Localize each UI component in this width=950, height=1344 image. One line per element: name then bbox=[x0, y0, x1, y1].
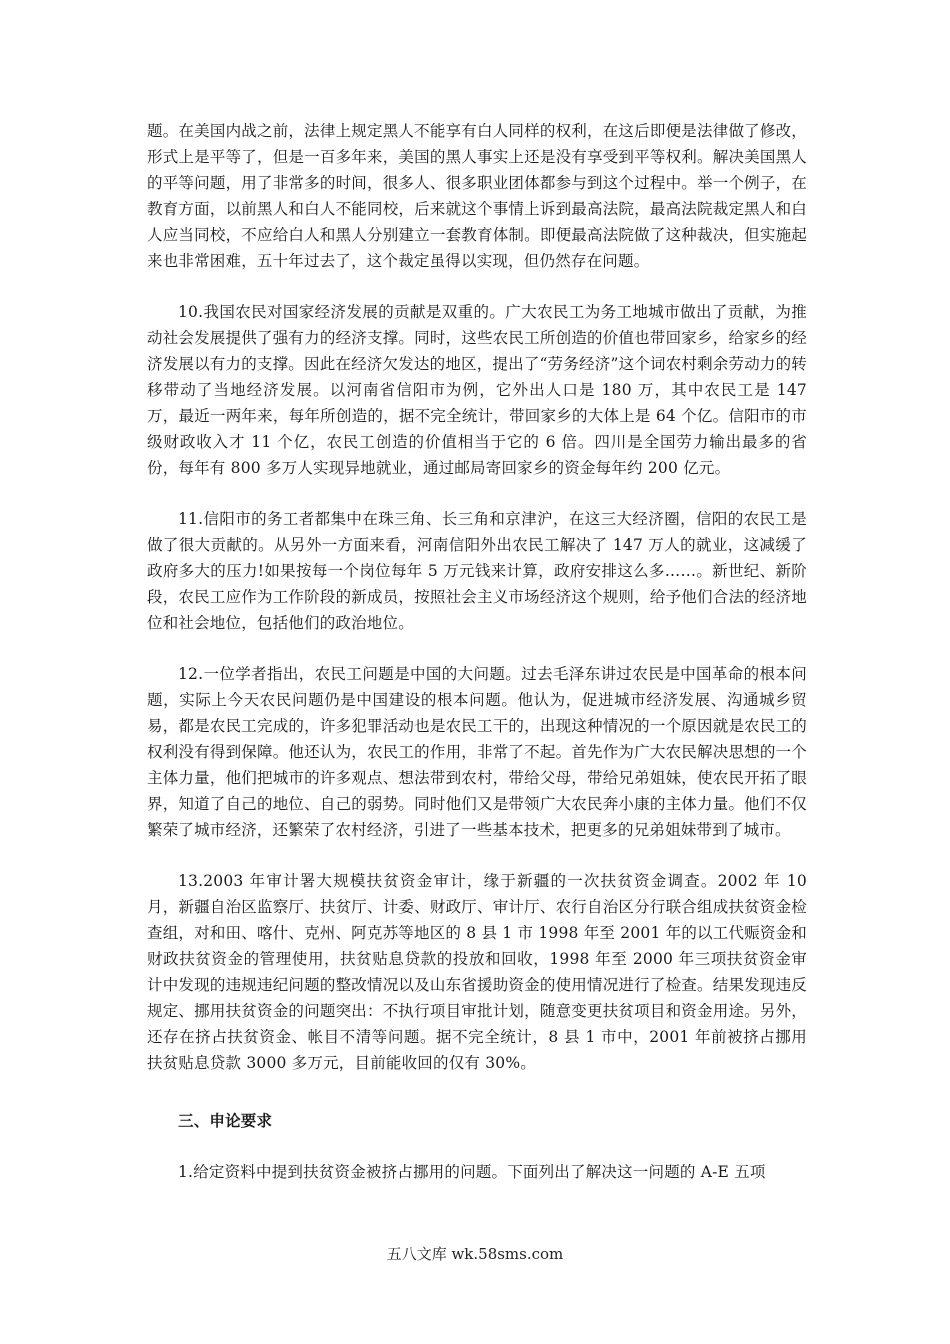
paragraph-12: 12.一位学者指出，农民工问题是中国的大问题。过去毛泽东讲过农民是中国革命的根本问题，实际上今天农民问题仍是中国建设的根本问题。他认为，促进城市经济发展、沟通城乡贸易，都是农民工完成的，许多犯罪活动也是农民工干的，出现这种情况的一个原因就是农民工的权利没有得到保障。他还认为，农民工的作用，非常了不起。首先作为广大农民解决思想的一个主体力量，他们把城市的许多观点、想法带到农村，带给父母，带给兄弟姐妹，使农民开拓了眼界，知道了自己的地位、自己的弱势。同时他们又是带领广大农民奔小康的主体力量。他们不仅繁荣了城市经济，还繁荣了农村经济，引进了一些基本技术，把更多的兄弟姐妹带到了城市。 bbox=[147, 665, 807, 839]
paragraph-10: 10.我国农民对国家经济发展的贡献是双重的。广大农民工为务工地城市做出了贡献，为推动社会发展提供了强有力的经济支撑。同时，这些农民工所创造的价值也带回家乡，给家乡的经济发展以有力的支撑。因此在经济欠发达的地区，提出了“劳务经济”这个词农村剩余劳动力的转移带动了当地经济发展。以河南省信阳市为例，它外出人口是 180 万，其中农民工是 147 万，最近一两年来，每年所创造的，据不完全统计，带回家乡的大体上是 64 个亿。信阳市的市级财政收入才 11 个亿，农民工创造的价值相当于它的 6 倍。四川是全国劳力输出最多的省份，每年有 800 多万人实现异地就业，通过邮局寄回家乡的资金每年约 200 亿元。 bbox=[147, 303, 807, 477]
paragraph-continued: 题。在美国内战之前，法律上规定黑人不能享有白人同样的权利，在这后即便是法律做了修改，形式上是平等了，但是一百多年来，美国的黑人事实上还是没有享受到平等权利。解决美国黑人的平等问题，用了非常多的时间，很多人、很多职业团体都参与到这个过程中。举一个例子，在教育方面，以前黑人和白人不能同校，后来就这个事情上诉到最高法院，最高法院裁定黑人和白人应当同校，不应给白人和黑人分别建立一套教育体制。即便最高法院做了这种裁决，但实施起来也非常困难，五十年过去了，这个裁定虽得以实现，但仍然存在问题。 bbox=[147, 122, 807, 270]
document-body bbox=[147, 118, 807, 1185]
paragraph-13: 13.2003 年审计署大规模扶贫资金审计，缘于新疆的一次扶贫资金调查。2002 年 10 月，新疆自治区监察厅、扶贫厅、计委、财政厅、审计厅、农行自治区分行联合组成扶贫资金检查组，对和田、喀什、克州、阿克苏等地区的 8 县 1 市 1998 年至 2001 年的以工代赈资金和财政扶贫资金的管理使用，扶贫贴息贷款的投放和回收，1998 年至 2000 年三项扶贫资金审计中发现的违规违纪问题的整改情况以及山东省援助资金的使用情况进行了检查。结果发现违反规定、挪用扶贫资金的问题突出：不执行项目审批计划，随意变更扶贫项目和资金用途。另外，还存在挤占扶贫资金、帐目不清等问题。据不完全统计，8 县 1 市中，2001 年前被挤占挪用扶贫贴息贷款 3000 多万元，目前能收回的仅有 30%。 bbox=[147, 872, 807, 1072]
paragraph-11: 11.信阳市的务工者都集中在珠三角、长三角和京津沪，在这三大经济圈，信阳的农民工是做了很大贡献的。从另外一方面来看，河南信阳外出农民工解决了 147 万人的就业，这减缓了政府多大的压力!如果按每一个岗位每年 5 万元钱来计算，政府安排这么多……。新世纪、新阶段，农民工应作为工作阶段的新成员，按照社会主义市场经济这个规则，给予他们合法的经济地位和社会地位，包括他们的政治地位。 bbox=[147, 510, 807, 632]
page-footer: 五八文库 wk.58sms.com bbox=[386, 1245, 564, 1263]
section-heading: 三、申论要求 bbox=[178, 1112, 273, 1130]
question-1: 1.给定资料中提到扶贫资金被挤占挪用的问题。下面列出了解决这一问题的 A-E 五项 bbox=[178, 1163, 766, 1181]
